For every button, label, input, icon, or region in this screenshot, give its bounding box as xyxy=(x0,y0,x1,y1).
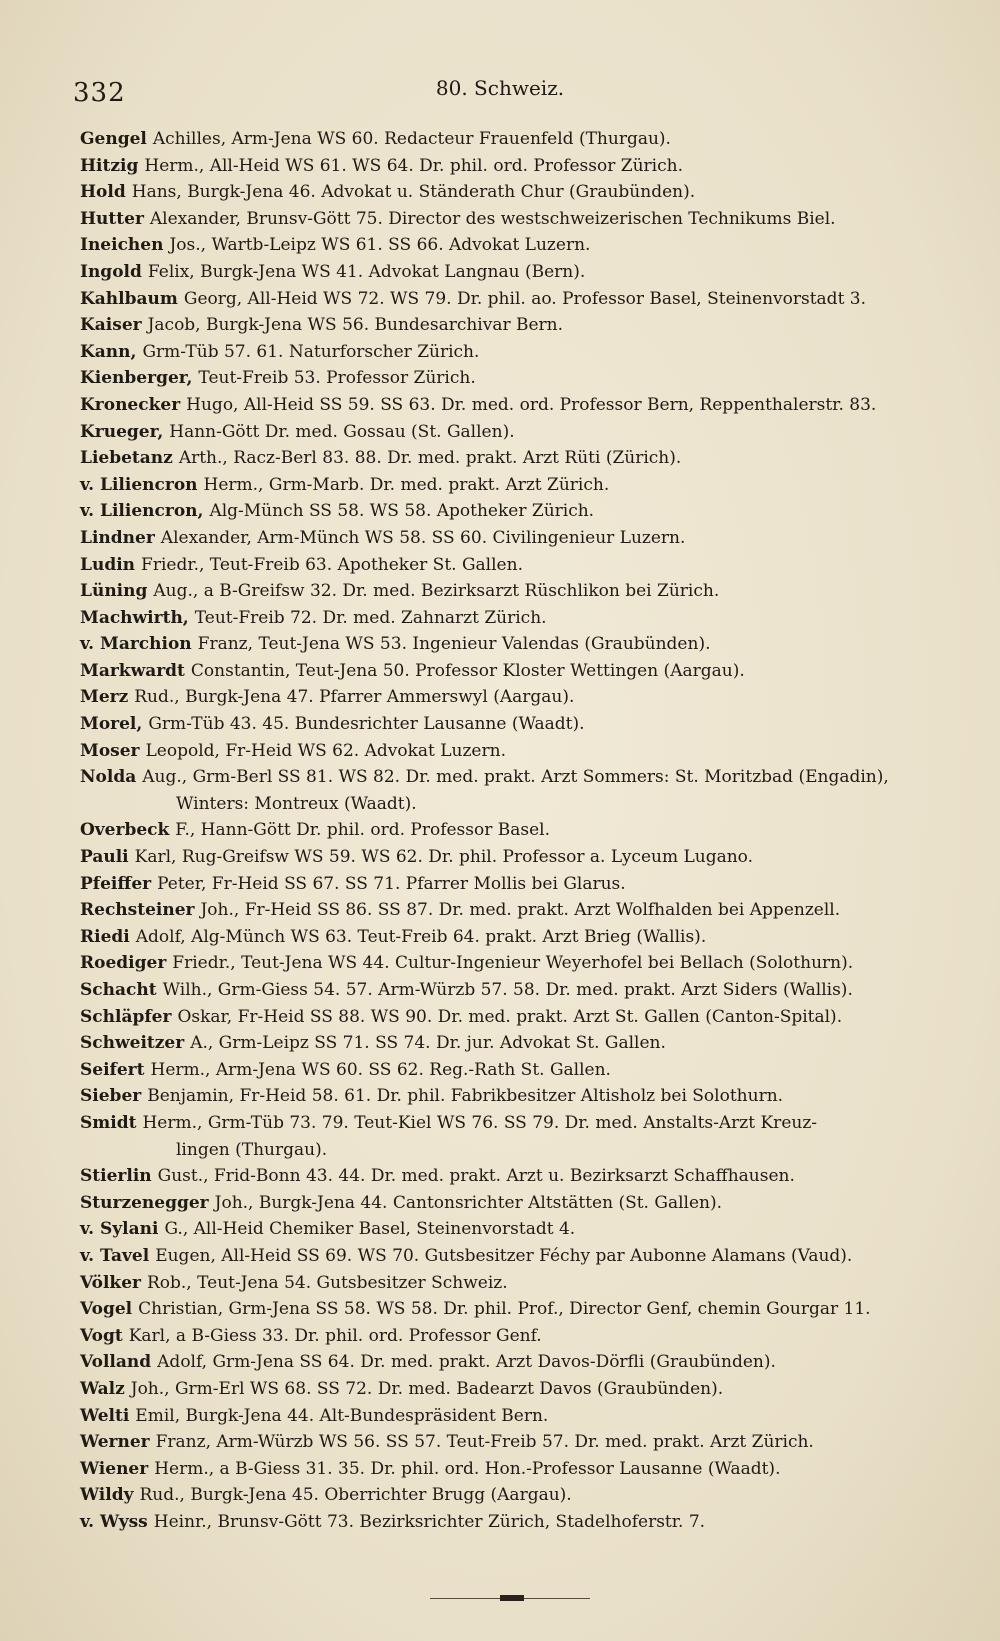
page-number: 332 xyxy=(73,78,126,108)
entry-line xyxy=(80,578,960,605)
entry-surname: Machwirth, xyxy=(80,607,189,628)
directory-entry xyxy=(80,1270,960,1297)
entry-surname: Pfeiffer xyxy=(80,873,152,894)
entry-details: Franz, Arm-Würzb WS 56. SS 57. Teut-Freib 57. Dr. med. prakt. Arzt Zürich. xyxy=(155,1432,814,1453)
entry-surname: Smidt xyxy=(80,1112,137,1133)
entry-details: Teut-Freib 72. Dr. med. Zahnarzt Zürich. xyxy=(194,607,547,628)
entry-surname: Kaiser xyxy=(80,315,142,336)
directory-entry xyxy=(80,1456,960,1483)
directory-entry xyxy=(80,1216,960,1243)
entry-surname: Morel, xyxy=(80,714,143,735)
entry-details: Herm., Arm-Jena WS 60. SS 62. Reg.-Rath St. Gallen. xyxy=(150,1059,611,1080)
directory-entry xyxy=(80,552,960,579)
entry-details: Jos., Wartb-Leipz WS 61. SS 66. Advokat Luzern. xyxy=(169,235,591,256)
entry-details: Felix, Burgk-Jena WS 41. Advokat Langnau (Bern). xyxy=(147,261,586,282)
entry-line xyxy=(80,977,960,1004)
entry-surname: Markwardt xyxy=(80,660,185,681)
entry-surname: Roediger xyxy=(80,953,167,974)
entry-surname: Schweitzer xyxy=(80,1033,185,1054)
entry-surname: Kann, xyxy=(80,341,137,362)
entry-line xyxy=(80,419,960,446)
entry-surname: Hold xyxy=(80,182,126,203)
entry-surname: Hutter xyxy=(80,208,144,229)
entry-line xyxy=(80,339,960,366)
directory-entry xyxy=(80,1190,960,1217)
entry-details: G., All-Heid Chemiker Basel, Steinenvorstadt 4. xyxy=(164,1219,576,1240)
directory-entry xyxy=(80,339,960,366)
entry-details: Hugo, All-Heid SS 59. SS 63. Dr. med. ord. Professor Bern, Reppenthalerstr. 83. xyxy=(186,394,877,415)
entry-details: Benjamin, Fr-Heid 58. 61. Dr. phil. Fabrikbesitzer Altisholz bei Solothurn. xyxy=(147,1086,784,1107)
directory-entry xyxy=(80,232,960,259)
entry-details: Herm., Grm-Tüb 73. 79. Teut-Kiel WS 76. SS 79. Dr. med. Anstalts-Arzt Kreuz- xyxy=(142,1112,818,1133)
entry-details: Aug., a B-Greifsw 32. Dr. med. Bezirksarzt Rüschlikon bei Zürich. xyxy=(153,581,720,602)
entry-line xyxy=(80,1376,960,1403)
entry-details: Christian, Grm-Jena SS 58. WS 58. Dr. phil. Prof., Director Genf, chemin Gourgar 11. xyxy=(138,1299,871,1320)
entry-continuation: lingen (Thurgau). xyxy=(176,1139,328,1160)
running-head: 80. Schweiz. xyxy=(435,76,565,100)
directory-entry xyxy=(80,658,960,685)
entry-details: Peter, Fr-Heid SS 67. SS 71. Pfarrer Mollis bei Glarus. xyxy=(157,873,626,894)
entry-details: Wilh., Grm-Giess 54. 57. Arm-Würzb 57. 58. Dr. med. prakt. Arzt Siders (Wallis). xyxy=(162,980,853,1000)
entry-line xyxy=(80,392,960,419)
entry-details: Teut-Freib 53. Professor Zürich. xyxy=(198,368,476,389)
entry-line xyxy=(80,1110,960,1137)
entry-line xyxy=(80,658,960,685)
entry-line xyxy=(80,286,960,313)
entry-details: Rob., Teut-Jena 54. Gutsbesitzer Schweiz. xyxy=(146,1272,508,1293)
directory-entry xyxy=(80,392,960,419)
entry-details: Eugen, All-Heid SS 69. WS 70. Gutsbesitzer Féchy par Aubonne Alamans (Vaud). xyxy=(155,1245,853,1266)
entry-details: Friedr., Teut-Freib 63. Apotheker St. Gallen. xyxy=(141,554,523,575)
entry-line xyxy=(80,1190,960,1217)
entry-details: Rud., Burgk-Jena 47. Pfarrer Ammerswyl (Aargau). xyxy=(134,687,575,708)
entry-line xyxy=(80,1243,960,1270)
entry-details: Alexander, Arm-Münch WS 58. SS 60. Civilingenieur Luzern. xyxy=(160,527,686,548)
entry-surname: Gengel xyxy=(80,129,147,149)
directory-entry xyxy=(80,179,960,206)
entry-line xyxy=(80,1083,960,1110)
entry-line xyxy=(80,1509,960,1536)
directory-entry xyxy=(80,445,960,472)
entry-line xyxy=(80,153,960,180)
directory-entry xyxy=(80,525,960,552)
directory-entry xyxy=(80,1004,960,1031)
directory-entries xyxy=(80,126,960,1535)
entry-details: Heinr., Brunsv-Gött 73. Bezirksrichter Zürich, Stadelhoferstr. 7. xyxy=(153,1511,706,1532)
entry-line xyxy=(80,924,960,951)
entry-surname: Ineichen xyxy=(80,235,164,256)
directory-entry xyxy=(80,498,960,525)
entry-line xyxy=(80,498,960,525)
entry-line xyxy=(80,1216,960,1243)
directory-entry xyxy=(80,153,960,180)
entry-details: Adolf, Alg-Münch WS 63. Teut-Freib 64. prakt. Arzt Brieg (Wallis). xyxy=(135,926,707,947)
entry-details: Karl, Rug-Greifsw WS 59. WS 62. Dr. phil. Professor a. Lyceum Lugano. xyxy=(134,847,754,868)
directory-entry xyxy=(80,871,960,898)
entry-details: Georg, All-Heid WS 72. WS 79. Dr. phil. ao. Professor Basel, Steinenvorstadt 3. xyxy=(183,288,867,309)
entry-line xyxy=(80,1403,960,1430)
entry-line xyxy=(80,1004,960,1031)
directory-entry xyxy=(80,578,960,605)
directory-entry xyxy=(80,897,960,924)
entry-line xyxy=(80,179,960,206)
directory-entry xyxy=(80,817,960,844)
entry-line xyxy=(80,1057,960,1084)
directory-entry xyxy=(80,286,960,313)
directory-entry xyxy=(80,259,960,286)
entry-surname: Vogt xyxy=(80,1325,123,1346)
entry-line xyxy=(80,312,960,339)
directory-entry xyxy=(80,1163,960,1190)
directory-entry xyxy=(80,1403,960,1430)
entry-line xyxy=(80,259,960,286)
entry-details: Hann-Gött Dr. med. Gossau (St. Gallen). xyxy=(169,421,515,442)
entry-surname: v. Marchion xyxy=(80,634,192,655)
entry-surname: Sturzenegger xyxy=(80,1192,209,1213)
entry-line xyxy=(80,232,960,259)
entry-details: Herm., Grm-Marb. Dr. med. prakt. Arzt Zürich. xyxy=(203,474,610,495)
entry-surname: Stierlin xyxy=(80,1166,152,1187)
directory-entry xyxy=(80,1323,960,1350)
entry-line xyxy=(80,1456,960,1483)
directory-entry xyxy=(80,206,960,233)
entry-line xyxy=(80,605,960,632)
directory-entry xyxy=(80,950,960,977)
directory-entry xyxy=(80,924,960,951)
entry-surname: Wiener xyxy=(80,1458,149,1479)
entry-details: Grm-Tüb 57. 61. Naturforscher Zürich. xyxy=(142,341,480,362)
entry-line xyxy=(80,1296,960,1323)
entry-details: Rud., Burgk-Jena 45. Oberrichter Brugg (Aargau). xyxy=(139,1485,572,1506)
entry-details: Friedr., Teut-Jena WS 44. Cultur-Ingenieur Weyerhofel bei Bellach (Solothurn). xyxy=(172,953,854,974)
entry-surname: Merz xyxy=(80,687,129,708)
entry-details: Oskar, Fr-Heid SS 88. WS 90. Dr. med. prakt. Arzt St. Gallen (Canton-Spital). xyxy=(177,1006,843,1027)
directory-entry xyxy=(80,1296,960,1323)
entry-details: Adolf, Grm-Jena SS 64. Dr. med. prakt. Arzt Davos-Dörfli (Graubünden). xyxy=(157,1352,776,1373)
entry-line xyxy=(80,365,960,392)
entry-line xyxy=(80,684,960,711)
entry-surname: Kienberger, xyxy=(80,368,193,389)
entry-details: Hans, Burgk-Jena 46. Advokat u. Ständerath Chur (Graubünden). xyxy=(131,182,696,203)
entry-details: Alexander, Brunsv-Gött 75. Director des westschweizerischen Technikums Biel. xyxy=(149,208,836,229)
entry-line xyxy=(80,445,960,472)
entry-details: Joh., Grm-Erl WS 68. SS 72. Dr. med. Badearzt Davos (Graubünden). xyxy=(130,1378,724,1399)
entry-surname: Hitzig xyxy=(80,155,139,176)
entry-surname: Kronecker xyxy=(80,394,181,415)
directory-entry xyxy=(80,419,960,446)
entry-details: Alg-Münch SS 58. WS 58. Apotheker Zürich. xyxy=(209,501,595,522)
directory-entry xyxy=(80,764,960,817)
entry-details: Arth., Racz-Berl 83. 88. Dr. med. prakt. Arzt Rüti (Zürich). xyxy=(178,448,682,469)
entry-line xyxy=(80,206,960,233)
entry-surname: Ludin xyxy=(80,554,136,575)
entry-line xyxy=(80,1270,960,1297)
entry-surname: Rechsteiner xyxy=(80,900,195,921)
entry-line xyxy=(80,738,960,765)
entry-continuation: Winters: Montreux (Waadt). xyxy=(176,793,417,814)
entry-surname: Kahlbaum xyxy=(80,288,178,309)
entry-line xyxy=(80,950,960,977)
entry-surname: Riedi xyxy=(80,926,130,947)
entry-line xyxy=(80,764,960,791)
entry-details: Achilles, Arm-Jena WS 60. Redacteur Frauenfeld (Thurgau). xyxy=(152,129,671,149)
entry-surname: Krueger, xyxy=(80,421,164,442)
entry-line xyxy=(80,472,960,499)
entry-line xyxy=(80,817,960,844)
entry-line xyxy=(80,1482,960,1509)
entry-surname: Schläpfer xyxy=(80,1006,172,1027)
directory-entry xyxy=(80,1243,960,1270)
entry-line xyxy=(80,1030,960,1057)
entry-details: Karl, a B-Giess 33. Dr. phil. ord. Professor Genf. xyxy=(128,1325,542,1346)
directory-entry xyxy=(80,1083,960,1110)
entry-line xyxy=(80,1323,960,1350)
directory-entry xyxy=(80,684,960,711)
entry-surname: Ingold xyxy=(80,261,142,282)
entry-line xyxy=(80,711,960,738)
entry-line xyxy=(80,897,960,924)
entry-details: Jacob, Burgk-Jena WS 56. Bundesarchivar Bern. xyxy=(147,315,564,336)
directory-entry xyxy=(80,711,960,738)
entry-surname: Wildy xyxy=(80,1485,134,1506)
entry-surname: Overbeck xyxy=(80,820,170,841)
directory-entry xyxy=(80,1110,960,1163)
entry-surname: v. Wyss xyxy=(80,1511,148,1532)
directory-entry xyxy=(80,605,960,632)
directory-entry xyxy=(80,977,960,1004)
directory-entry xyxy=(80,1057,960,1084)
entry-surname: Nolda xyxy=(80,767,137,788)
entry-surname: v. Tavel xyxy=(80,1245,150,1266)
directory-entry xyxy=(80,365,960,392)
entry-surname: Liebetanz xyxy=(80,448,173,469)
entry-details: Aug., Grm-Berl SS 81. WS 82. Dr. med. prakt. Arzt Sommers: St. Moritzbad (Engadin), xyxy=(142,767,889,788)
entry-line xyxy=(80,1163,960,1190)
entry-details: Gust., Frid-Bonn 43. 44. Dr. med. prakt. Arzt u. Bezirksarzt Schaffhausen. xyxy=(157,1166,795,1187)
entry-details: A., Grm-Leipz SS 71. SS 74. Dr. jur. Advokat St. Gallen. xyxy=(190,1033,666,1054)
entry-surname: Volland xyxy=(80,1352,152,1373)
entry-details: Herm., a B-Giess 31. 35. Dr. phil. ord. Hon.-Professor Lausanne (Waadt). xyxy=(154,1458,781,1479)
directory-entry xyxy=(80,1482,960,1509)
entry-line xyxy=(80,126,960,153)
entry-surname: Lindner xyxy=(80,527,155,548)
directory-entry xyxy=(80,472,960,499)
entry-details: Grm-Tüb 43. 45. Bundesrichter Lausanne (Waadt). xyxy=(148,714,585,735)
entry-surname: Vogel xyxy=(80,1299,133,1320)
entry-line xyxy=(80,871,960,898)
entry-details: Franz, Teut-Jena WS 53. Ingenieur Valendas (Graubünden). xyxy=(197,634,711,655)
entry-line xyxy=(80,844,960,871)
directory-entry xyxy=(80,1376,960,1403)
directory-entry xyxy=(80,738,960,765)
entry-surname: Welti xyxy=(80,1405,130,1426)
entry-surname: v. Liliencron, xyxy=(80,501,204,522)
directory-entry xyxy=(80,312,960,339)
entry-line xyxy=(80,1349,960,1376)
entry-details: Herm., All-Heid WS 61. WS 64. Dr. phil. ord. Professor Zürich. xyxy=(144,155,683,176)
entry-line xyxy=(80,525,960,552)
entry-surname: Pauli xyxy=(80,847,129,868)
directory-entry xyxy=(80,1429,960,1456)
directory-entry xyxy=(80,1349,960,1376)
directory-entry xyxy=(80,1509,960,1536)
entry-surname: Seifert xyxy=(80,1059,145,1080)
entry-surname: Moser xyxy=(80,740,140,761)
entry-line xyxy=(80,552,960,579)
directory-entry xyxy=(80,631,960,658)
entry-surname: v. Sylani xyxy=(80,1219,159,1240)
entry-line xyxy=(80,1429,960,1456)
entry-surname: Sieber xyxy=(80,1086,142,1107)
directory-entry xyxy=(80,126,960,153)
entry-details: Joh., Fr-Heid SS 86. SS 87. Dr. med. prakt. Arzt Wolfhalden bei Appenzell. xyxy=(200,900,841,921)
entry-details: Constantin, Teut-Jena 50. Professor Kloster Wettingen (Aargau). xyxy=(190,660,745,681)
directory-entry xyxy=(80,1030,960,1057)
entry-surname: Lüning xyxy=(80,581,148,602)
entry-surname: Völker xyxy=(80,1272,141,1293)
entry-details: Emil, Burgk-Jena 44. Alt-Bundespräsident Bern. xyxy=(135,1405,549,1426)
entry-line xyxy=(80,631,960,658)
entry-details: Joh., Burgk-Jena 44. Cantonsrichter Altstätten (St. Gallen). xyxy=(214,1192,723,1213)
end-rule-mark xyxy=(500,1595,524,1601)
entry-surname: Werner xyxy=(80,1432,150,1453)
entry-details: Leopold, Fr-Heid WS 62. Advokat Luzern. xyxy=(145,740,506,761)
entry-details: F., Hann-Gött Dr. phil. ord. Professor Basel. xyxy=(175,820,551,841)
entry-surname: v. Liliencron xyxy=(80,474,198,495)
entry-surname: Walz xyxy=(80,1378,125,1399)
entry-surname: Schacht xyxy=(80,980,157,1000)
directory-entry xyxy=(80,844,960,871)
